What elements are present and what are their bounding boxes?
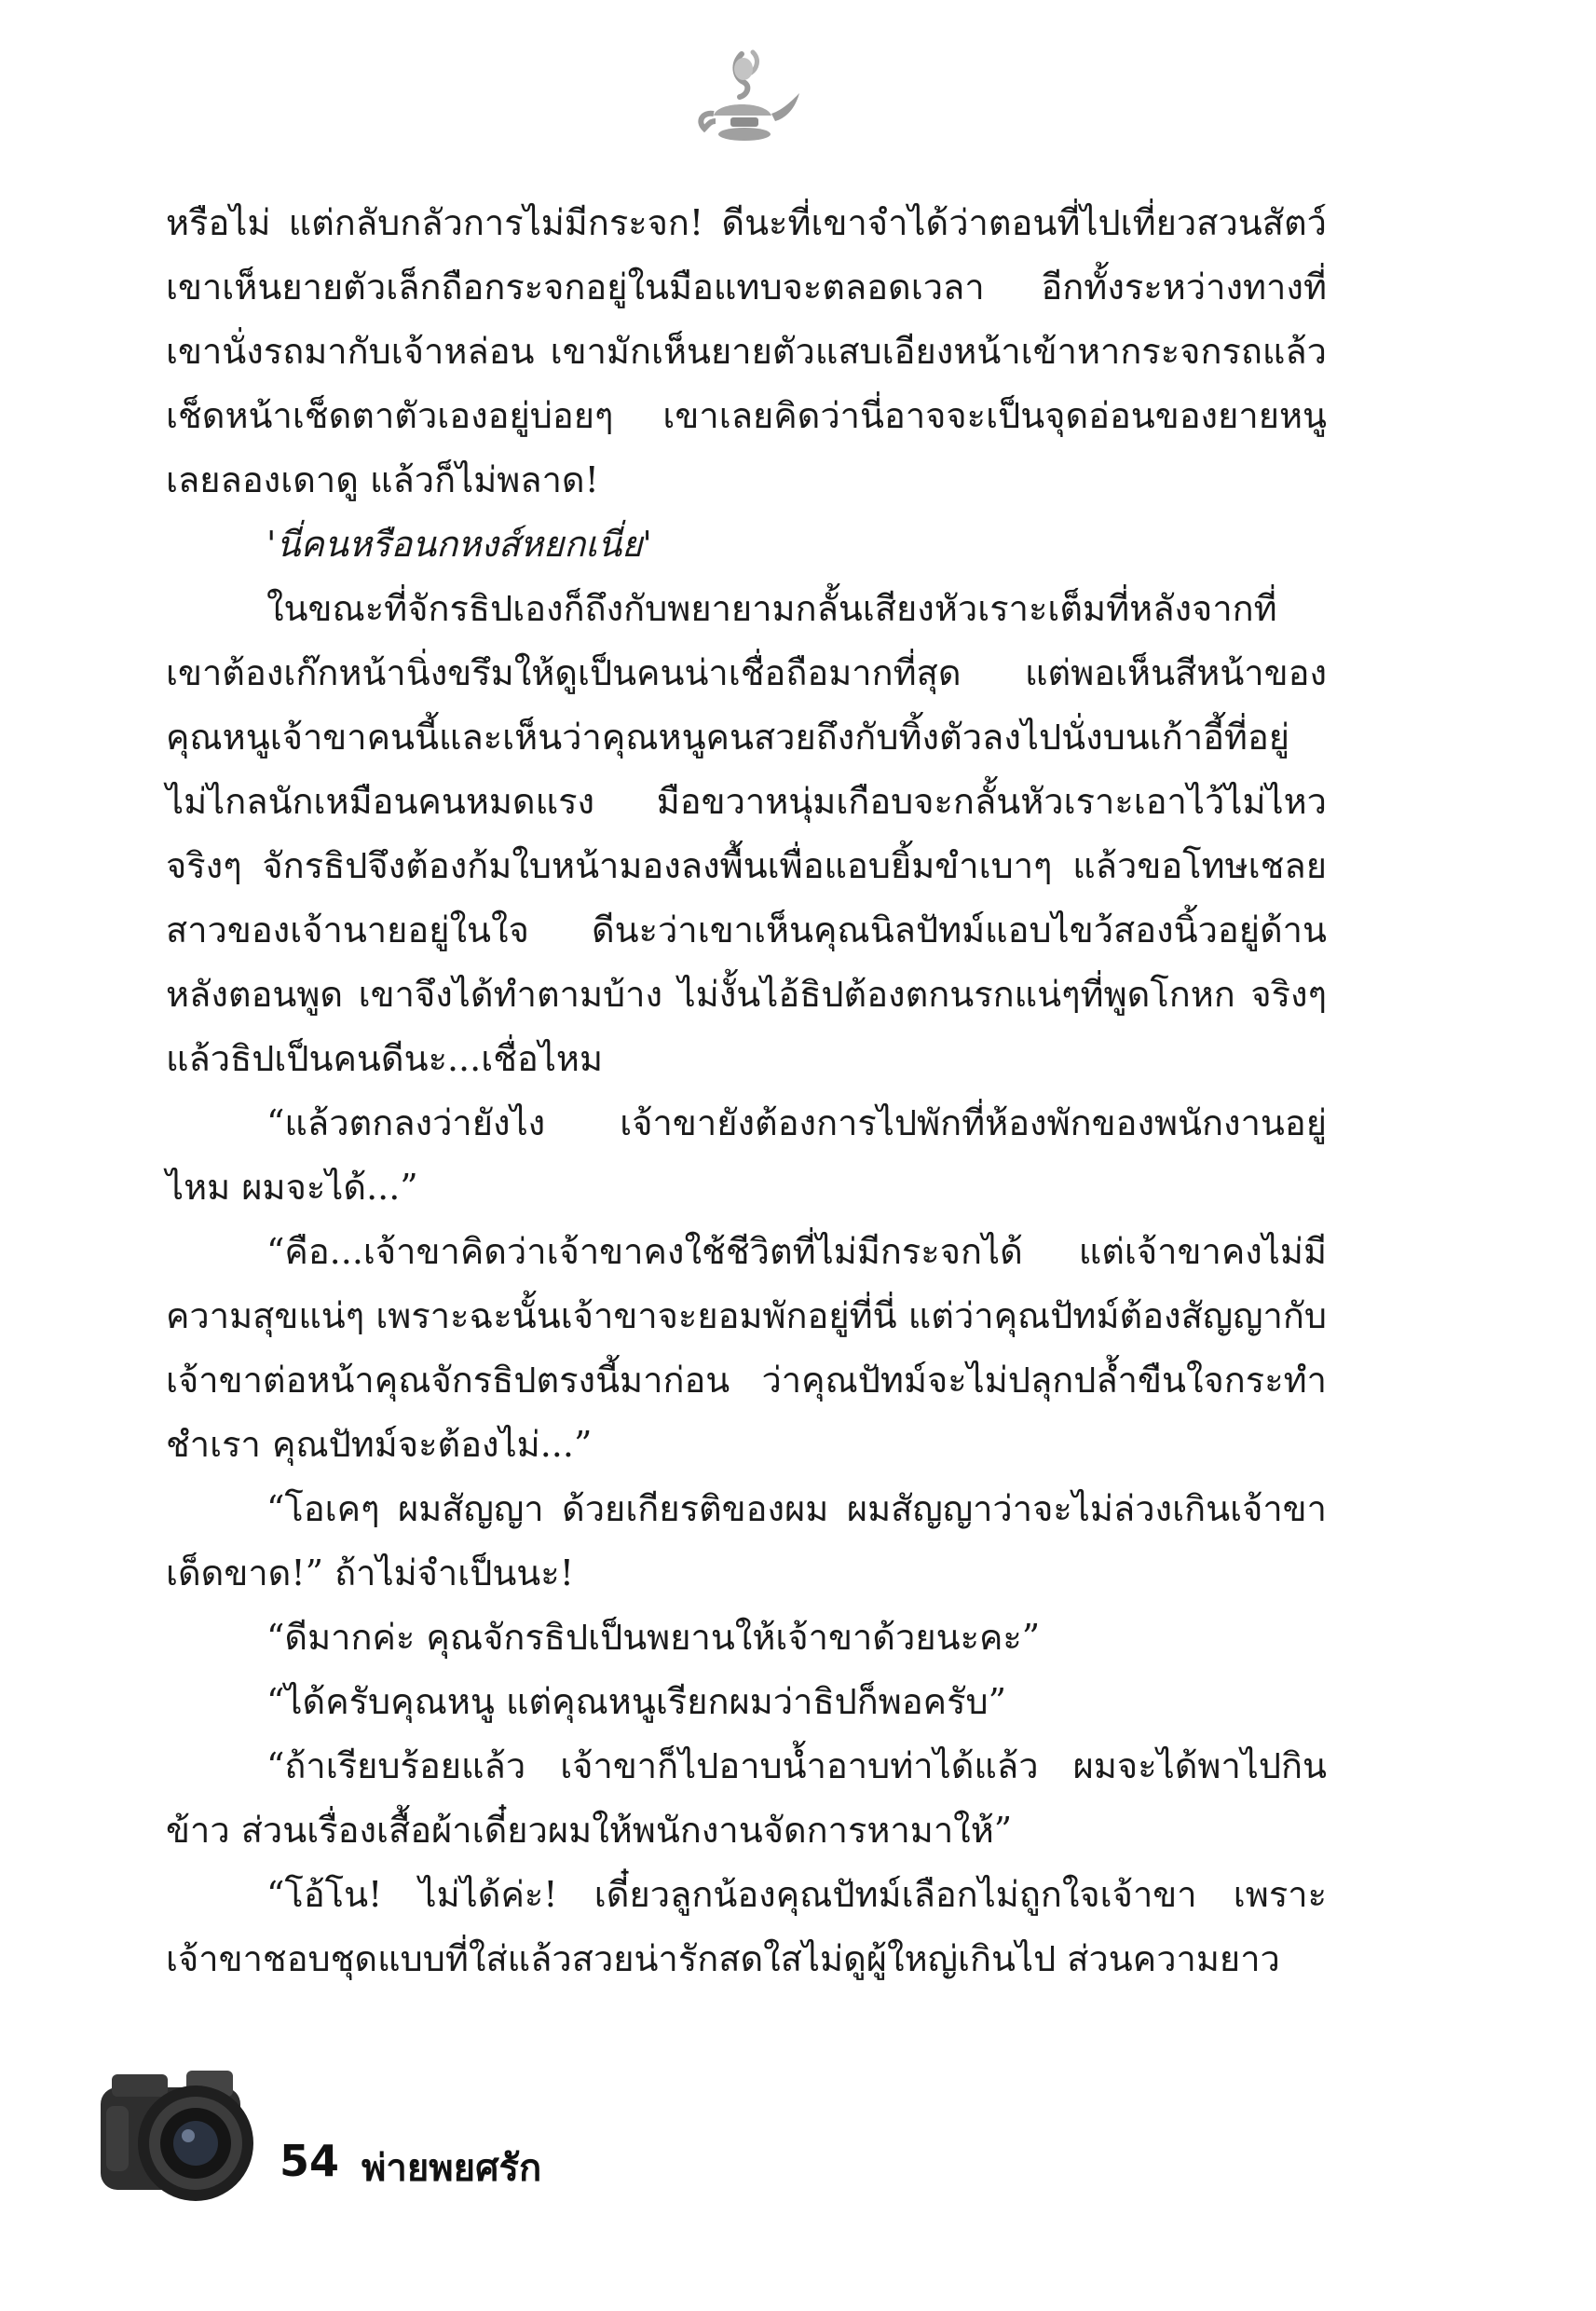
paragraph-dialogue: “โอเคๆ ผมสัญญา ด้วยเกียรติของผม ผมสัญญาว่าจะไม่ล่วงเกินเจ้าขาเด็ดขาด!” ถ้าไม่จำเป็นนะ! bbox=[166, 1488, 1327, 1593]
camera-icon bbox=[93, 2050, 280, 2213]
paragraph-dialogue: “โอ้โน! ไม่ได้ค่ะ! เดี๋ยวลูกน้องคุณปัทม์เลือกไม่ถูกใจเจ้าขา เพราะเจ้าขาชอบชุดแบบที่ใส่แล้วสวยน่ารักสดใสไม่ดูผู้ใหญ่เกินไป ส่วนความยาว bbox=[166, 1874, 1327, 1979]
paragraph: หรือไม่ แต่กลับกลัวการไม่มีกระจก! ดีนะที่เขาจำได้ว่าตอนที่ไปเที่ยวสวนสัตว์เขาเห็นยายตัวเล็กถือกระจกอยู่ในมือแทบจะตลอดเวลา อีกทั้งระหว่างทางที่เขานั่งรถมากับเจ้าหล่อน เขามักเห็นยายตัวแสบเอียงหน้าเข้าหากระจกรถแล้วเช็ดหน้าเช็ดตาตัวเองอยู่บ่อยๆ เขาเลยคิดว่านี่อาจจะเป็นจุดอ่อนของยายหนู เลยลองเดาดู แล้วก็ไม่พลาด! bbox=[166, 202, 1327, 500]
paragraph-dialogue: “ดีมากค่ะ คุณจักรธิปเป็นพยานให้เจ้าขาด้วยนะคะ” bbox=[266, 1617, 1041, 1658]
paragraph-thought: 'นี่คนหรือนกหงส์หยกเนี่ย' bbox=[266, 524, 652, 565]
paragraph: ในขณะที่จักรธิปเองก็ถึงกับพยายามกลั้นเสียงหัวเราะเต็มที่หลังจากที่เขาต้องเก๊กหน้านิ่งขรึมให้ดูเป็นคนน่าเชื่อถือมากที่สุด แต่พอเห็นสีหน้าของคุณหนูเจ้าขาคนนี้และเห็นว่าคุณหนูคนสวยถึงกับทิ้งตัวลงไปนั่งบนเก้าอี้ที่อยู่ไม่ไกลนักเหมือนคนหมดแรง มือขวาหนุ่มเกือบจะกลั้นหัวเราะเอาไว้ไม่ไหวจริงๆ จักรธิปจึงต้องก้มใบหน้ามองลงพื้นเพื่อแอบยิ้มขำเบาๆ แล้วขอโทษเชลยสาวของเจ้านายอยู่ในใจ ดีนะว่าเขาเห็นคุณนิลปัทม์แอบไขว้สองนิ้วอยู่ด้านหลังตอนพูด เขาจึงได้ทำตามบ้าง ไม่งั้นไอ้ธิปต้องตกนรกแน่ๆที่พูดโกหก จริงๆ แล้วธิปเป็นคนดีนะ...เชื่อไหม bbox=[166, 588, 1327, 1079]
page-footer bbox=[93, 2050, 745, 2236]
paragraph-dialogue: “คือ...เจ้าขาคิดว่าเจ้าขาคงใช้ชีวิตที่ไม่มีกระจกได้ แต่เจ้าขาคงไม่มีความสุขแน่ๆ เพราะฉะนั้นเจ้าขาจะยอมพักอยู่ที่นี่ แต่ว่าคุณปัทม์ต้องสัญญากับเจ้าขาต่อหน้าคุณจักรธิปตรงนี้มาก่อน ว่าคุณปัทม์จะไม่ปลุกปล้ำขืนใจกระทำชำเรา คุณปัทม์จะต้องไม่...” bbox=[166, 1231, 1327, 1465]
body-text bbox=[166, 191, 1327, 1991]
page-number: 54 bbox=[280, 2136, 340, 2186]
genie-lamp-icon bbox=[686, 35, 807, 157]
paragraph-dialogue: “แล้วตกลงว่ายังไง เจ้าขายังต้องการไปพักที่ห้องพักของพนักงานอยู่ไหม ผมจะได้...” bbox=[166, 1102, 1327, 1208]
paragraph-dialogue: “ถ้าเรียบร้อยแล้ว เจ้าขาก็ไปอาบน้ำอาบท่าได้แล้ว ผมจะได้พาไปกินข้าว ส่วนเรื่องเสื้อผ้าเดี๋ยวผมให้พนักงานจัดการหามาให้” bbox=[166, 1745, 1327, 1851]
paragraph-dialogue: “ได้ครับคุณหนู แต่คุณหนูเรียกผมว่าธิปก็พอครับ” bbox=[266, 1681, 1007, 1722]
book-title: พ่ายพยศรัก bbox=[361, 2147, 542, 2190]
